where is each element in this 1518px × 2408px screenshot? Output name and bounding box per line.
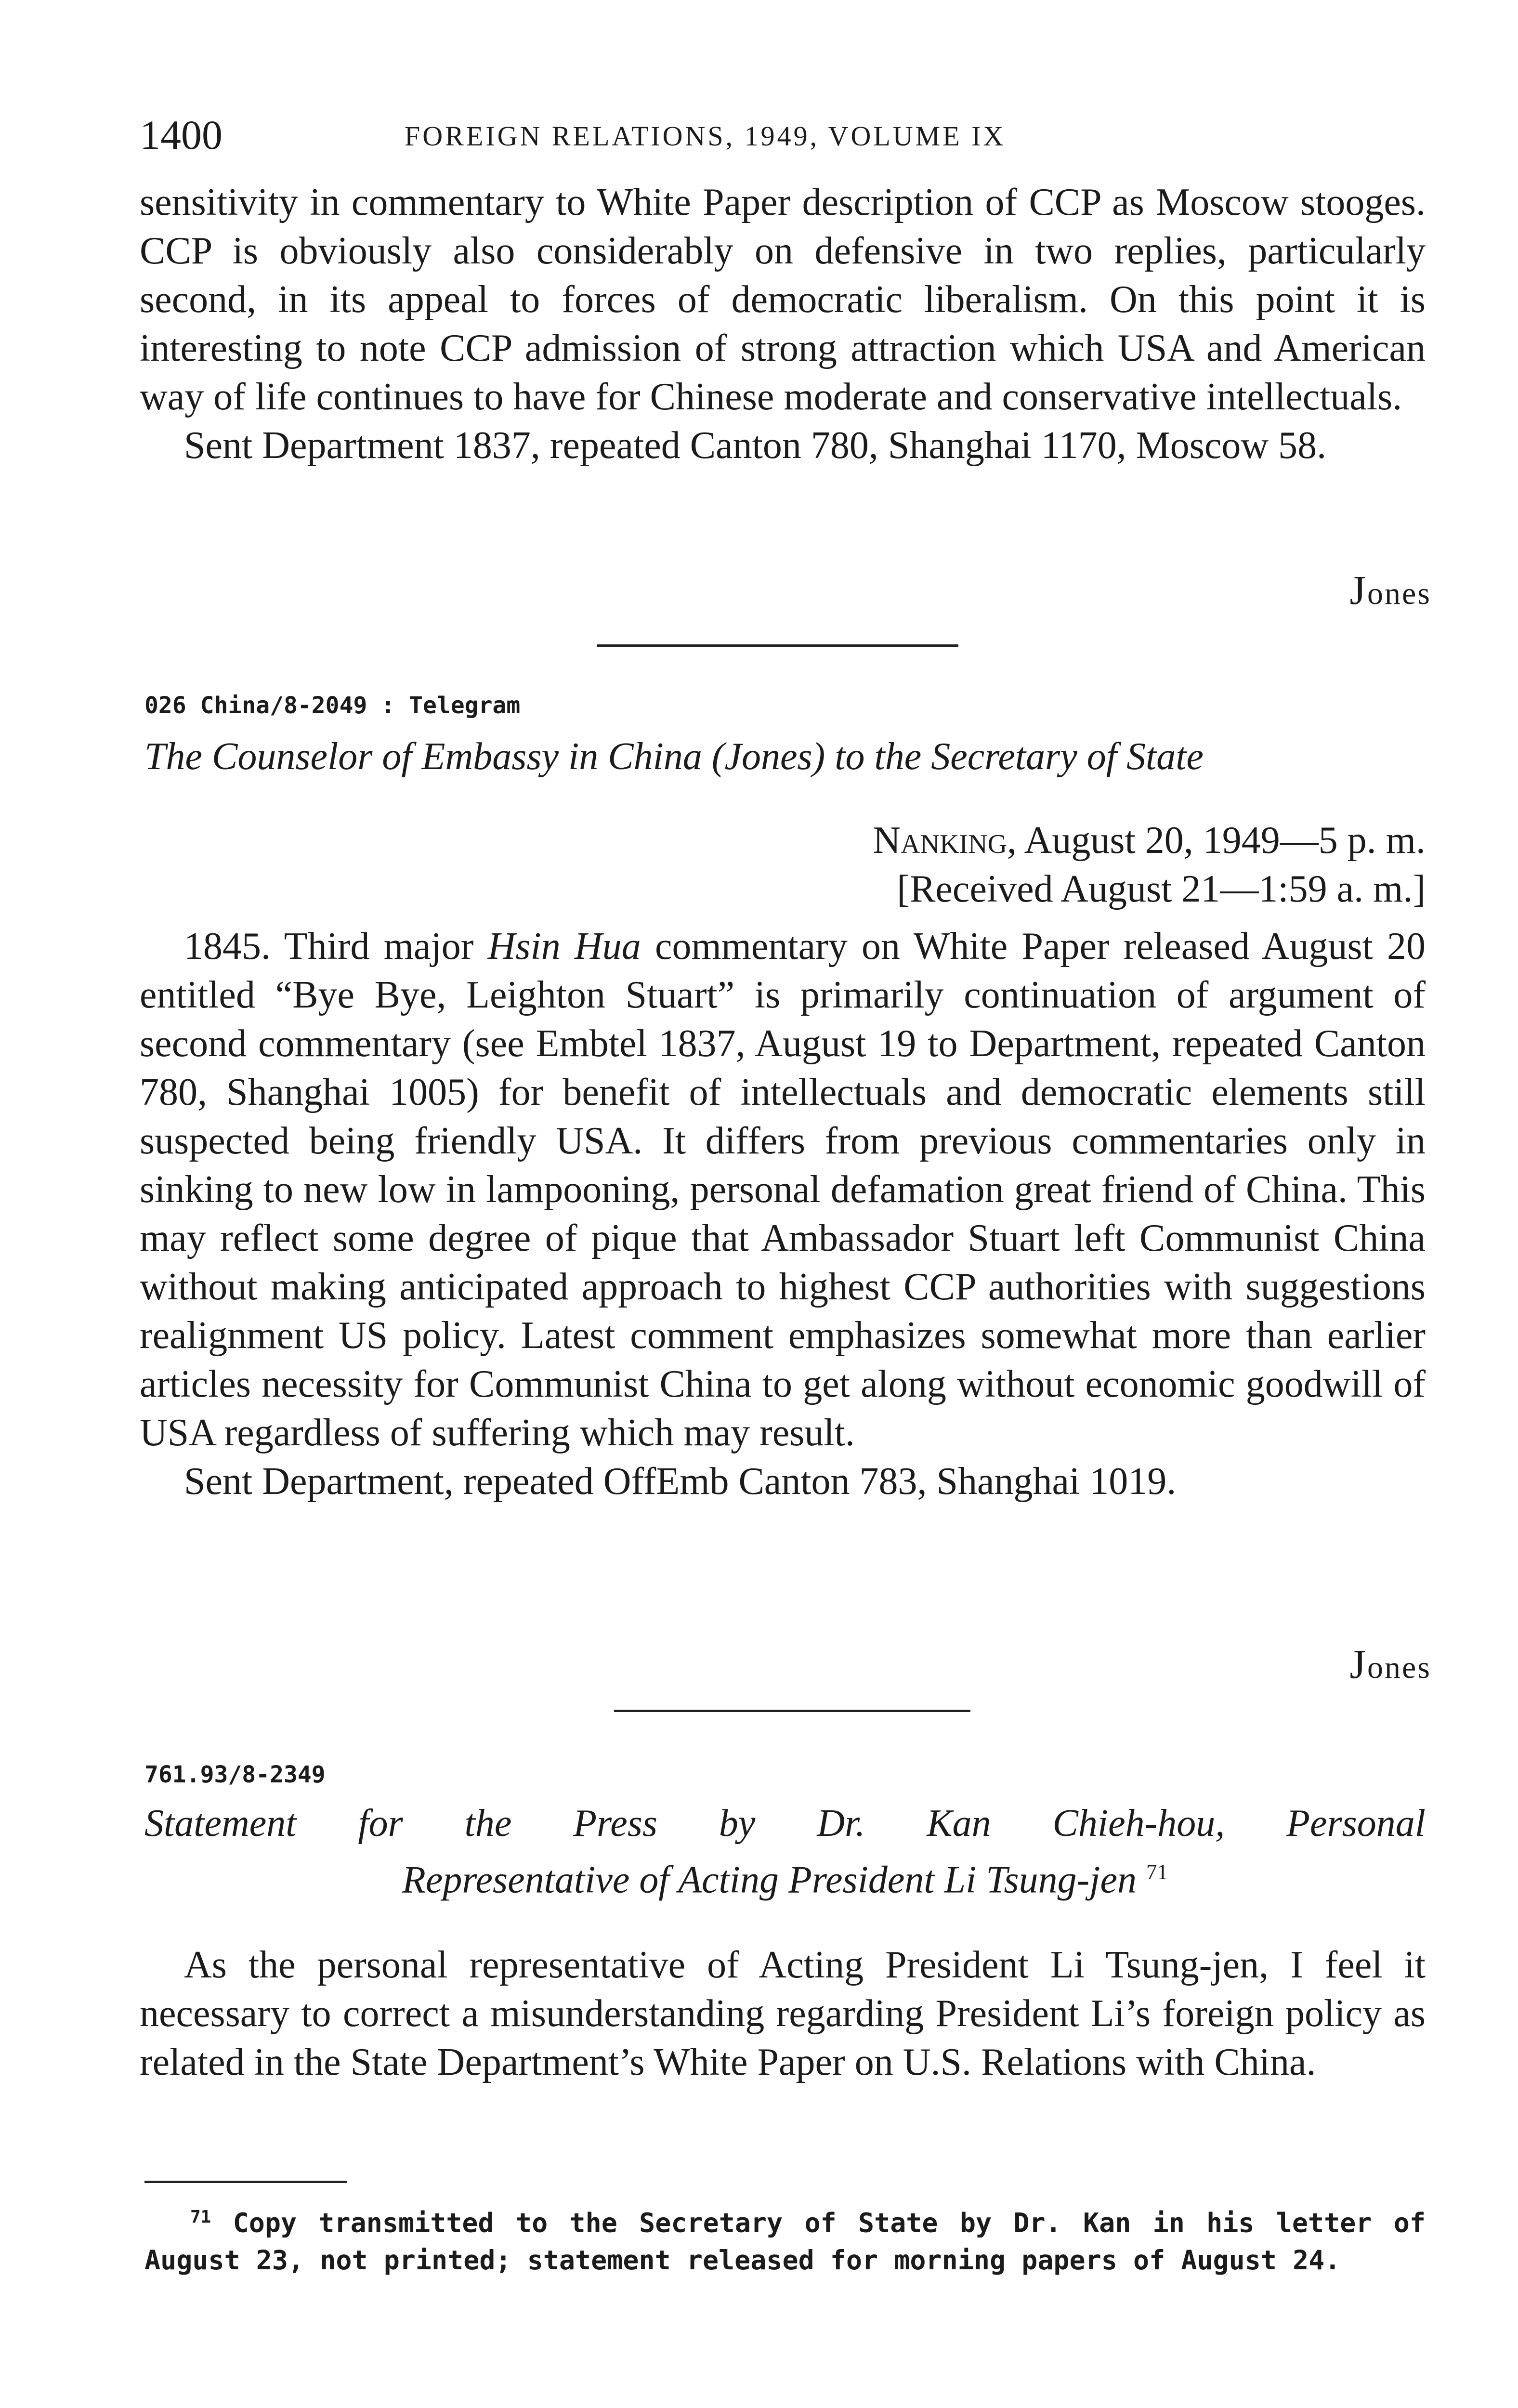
telegram-paragraph [140,922,1426,1457]
statement-body [140,1941,1426,2087]
date-sent: August 20, 1949—5 p. m. [1024,819,1426,862]
telegram-dateline [873,816,1426,914]
page-header [140,108,1440,161]
page-number: 1400 [140,112,222,158]
continued-paragraph: sensitivity in commentary to White Paper description of CCP as Moscow stooges. CCP is obviously also considerably on defensive in two replies, particularly second, in its appeal to forces of democratic liberalism. On this point it is interesting to note CCP admission of strong attraction which USA and American way of life continues to have for Chinese moderate and conservative intellectuals. [140,181,1426,418]
statement-title-line-2 [144,1847,1426,1905]
footnote-reference: 71 [1146,1860,1168,1884]
paragraph-rest: commentary on White Paper released August 20 entitled “Bye Bye, Leighton Stuart” is primarily continuation of argument of second commentary (see Embtel 1837, August 19 to Department, repeated Canton 780, Shanghai 1005) for benefit of intellectuals and democratic elements still suspected being friendly USA. It differs from previous commentaries only in sinking to new low in lampooning, personal defamation great friend of China. This may reflect some degree of pique that Ambassador Stuart left Communist China without making anticipated approach to highest CCP authorities with suggestions realignment US policy. Latest comment emphasizes somewhat more than earlier articles necessity for Communist China to get along without economic goodwill of USA regardless of suffering which may result. [140,925,1426,1454]
telegram-sent-line: Sent Department, repeated OffEmb Canton 783, Shanghai 1019. [184,1460,1177,1503]
section-divider [614,1710,970,1712]
telegram-body [140,922,1426,1506]
signature-jones-1: Jones [1349,567,1431,613]
paragraph-start: 1845. Third major [184,925,474,968]
telegram-file-number: 026 China/8-2049 : Telegram [144,692,521,719]
footnote-divider [144,2181,347,2183]
telegram-title: The Counselor of Embassy in China (Jones) to the Secretary of State [144,735,1204,778]
footnote-text: Copy transmitted to the Secretary of State by Dr. Kan in his letter of August 23, not printed; statement released for morning papers of August 24. [144,2207,1426,2276]
place-name: Nanking, [873,819,1017,862]
statement-title-line-1: Statement for the Press by Dr. Kan Chieh-hou, Personal [144,1802,1426,1845]
sent-line: Sent Department 1837, repeated Canton 780, Shanghai 1170, Moscow 58. [184,424,1327,467]
signature-jones-2: Jones [1349,1641,1431,1687]
hsin-hua-title: Hsin Hua [487,925,641,968]
statement-file-number: 761.93/8-2349 [144,1761,326,1788]
section-divider [597,644,958,647]
sent-dateline [873,816,1426,865]
footnote [144,2199,1426,2279]
running-title: FOREIGN RELATIONS, 1949, VOLUME IX [405,120,1006,152]
date-received: [Received August 21—1:59 a. m.] [897,868,1426,910]
statement-paragraph: As the personal representative of Acting President Li Tsung-jen, I feel it necessary to correct a misunderstanding regarding President Li’s foreign policy as related in the State Department’s White Paper on U.S. Relations with China. [140,1944,1426,2083]
statement-title-text: Representative of Acting President Li Tsung-jen [402,1858,1137,1901]
footnote-mark: 71 [190,2207,211,2227]
continued-document-body [140,178,1426,470]
